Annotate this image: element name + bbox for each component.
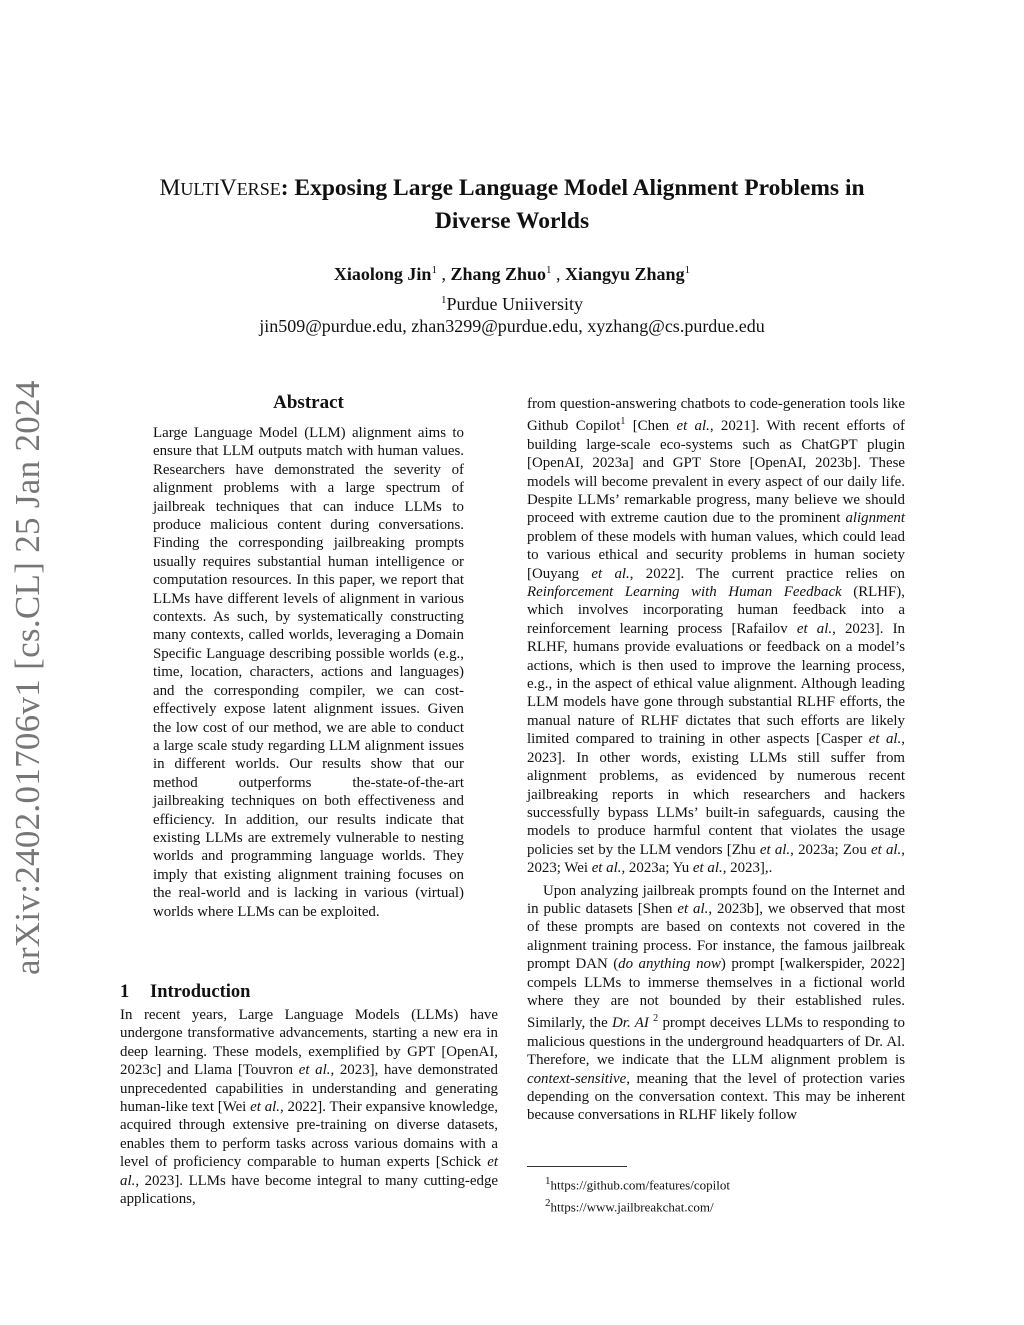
footnote-link[interactable]: https://github.com/features/copilot (550, 1177, 730, 1193)
paragraph: Upon analyzing jailbreak prompts found on the Internet and in public datasets [Shen et al., 2023b], we observed that most of these prompts are based on contexts not covered in the alignment training process. For instance, the famous jailbreak prompt DAN (do anything now) prompt [walkerspider, 2022] compels LLMs to immerse themselves in a fictional world where they are not bounded by their established rules. Similarly, the Dr. AI $^2$ prompt deceives LLMs to responding to malicious questions in the underground headquarters of Dr. Al. Therefore, we indicate that the LLM alignment problem is context-sensitive, meaning that the level of protection varies depending on the conversation context. This may be inherent because conversations in RLHF likely follow (527, 882, 905, 1124)
paper-title: MULTIVERSE: Exposing Large Language Model Alignment Problems in Diverse Worlds (159, 175, 865, 234)
arxiv-identifier: arXiv:2402.01706v1 [cs.CL] 25 Jan 2024 (8, 380, 47, 975)
footnote-2: $^2$https://www.jailbreakchat.com/ (545, 1197, 714, 1215)
footnote-1: $^1$https://github.com/features/copilot (545, 1175, 730, 1193)
author-name: Xiangyu Zhang (565, 264, 685, 284)
abstract-text: Large Language Model (LLM) alignment aims to ensure that LLM outputs match with human values. Researchers have demonstrated the severity of alignment problems with a large spectrum of jailbreak techniques that can induce LLMs to produce malicious content during conversations. Finding the corresponding jailbreaking prompts usually requires substantial human intelligence or computation resources. In this paper, we report that LLMs have different levels of alignment in various contexts. As such, by systematically constructing many contexts, called worlds, leveraging a Domain Specific Language describing possible worlds (e.g., time, location, characters, actions and languages) and the corresponding compiler, we can cost-effectively expose latent alignment issues. Given the low cost of our method, we are able to conduct a large scale study regarding LLM alignment issues in different worlds. Our results show that our method outperforms the-state-of-the-art jailbreaking techniques on both effectiveness and efficiency. In addition, our results indicate that existing LLMs are extremely vulnerable to nesting worlds and programming language worlds. They imply that existing alignment training focuses on the real-world and is lacking in various (virtual) worlds where LLMs can be exploited. (153, 425, 464, 920)
author-name: Zhang Zhuo (450, 264, 547, 284)
author-emails: jin509@purdue.edu, zhan3299@purdue.edu, xyzhang@cs.purdue.edu (259, 316, 765, 336)
section-heading-introduction: 1 Introduction (120, 982, 251, 1002)
affiliation: $^1$Purdue Uniiversity (441, 294, 583, 314)
footnote-rule (527, 1166, 627, 1167)
introduction-paragraph: In recent years, Large Language Models (LLMs) have undergone transformative advancements, starting a new era in deep learning. These models, exemplified by GPT [OpenAI, 2023c] and Llama [Touvron et al., 2023], have demonstrated unprecedented capabilities in understanding and generating human-like text [Wei et al., 2022]. Their expansive knowledge, acquired through extensive pre-training on diverse datasets, enables them to perform tasks across various domains with a level of proficiency comparable to human experts [Schick et al., 2023]. LLMs have become integral to many cutting-edge applications, (120, 1007, 498, 1208)
right-column-text (527, 395, 905, 1125)
footnotes (545, 1172, 730, 1217)
author-list: Xiaolong Jin$^1$ , Zhang Zhuo$^1$ , Xiangyu Zhang$^1$ (333, 264, 691, 284)
abstract-heading: Abstract (273, 392, 344, 413)
paragraph: from question-answering chatbots to code-generation tools like Github Copilot$^1$ [Chen et al., 2021]. With recent efforts of building large-scale eco-systems such as ChatGPT plugin [OpenAI, 2023a] and GPT Store [OpenAI, 2023b]. These models will become prevalent in every aspect of our daily life. Despite LLMs’ remarkable progress, many believe we should proceed with extreme caution due to the prominent alignment problem of these models with human values, which could lead to various ethical and security problems in human society [Ouyang et al., 2022]. The current practice relies on Reinforcement Learning with Human Feedback (RLHF), which involves incorporating human feedback into a reinforcement learning process [Rafailov et al., 2023]. In RLHF, humans provide evaluations or feedback on a model’s actions, which is then used to improve the learning process, e.g., in the aspect of ethical value alignment. Although leading LLM models have gone through substantial RLHF efforts, the manual nature of RLHF dictates that such efforts are likely limited compared to training in other aspects [Casper et al., 2023]. In other words, existing LLMs still suffer from alignment problems, as evidenced by numerous recent jailbreaking reports in which researchers and hackers successfully bypass LLMs’ built-in safeguards, causing the models to produce harmful content that violates the usage policies set by the LLM vendors [Zhu et al., 2023a; Zou et al., 2023; Wei et al., 2023a; Yu et al., 2023],. (527, 396, 906, 877)
author-name: Xiaolong Jin (333, 264, 432, 284)
arxiv-sidebar (8, 380, 48, 1015)
footnote-link[interactable]: https://www.jailbreakchat.com/ (550, 1199, 714, 1215)
